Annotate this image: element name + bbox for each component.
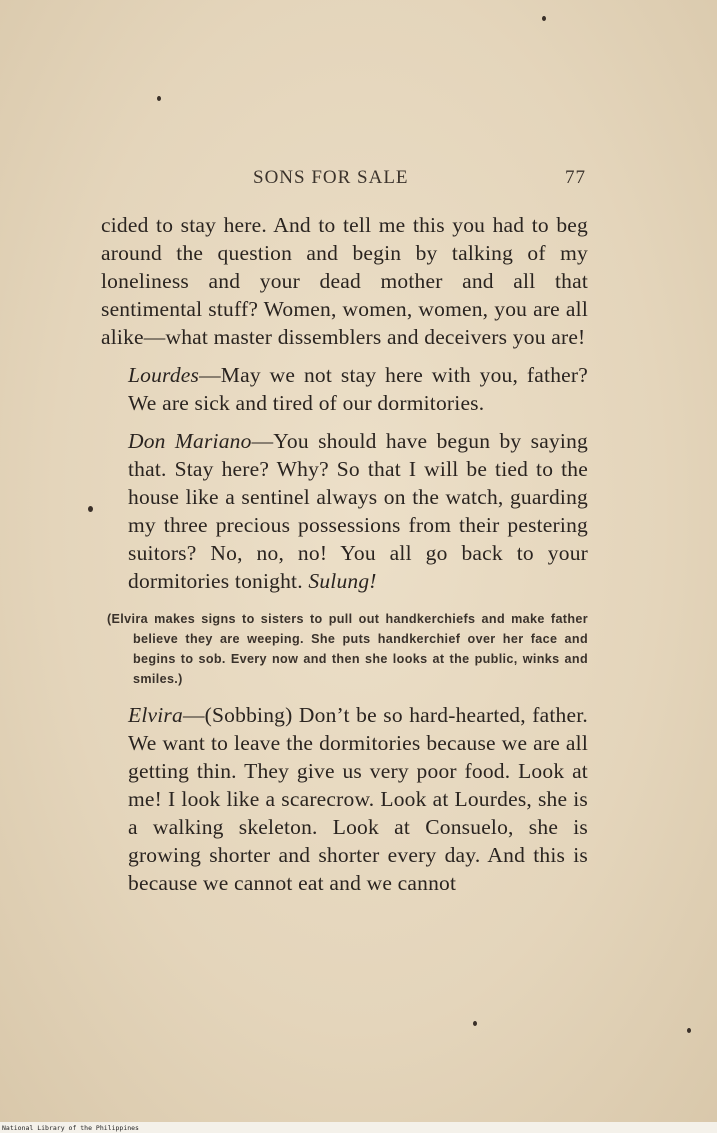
ink-speck [687, 1028, 691, 1033]
paragraph-text: cided to stay here. And to tell me this you had to beg around the question and begin by talking of my loneliness and your dead mother and all that sentimental stuff? Women, women, women, you are all alike—what master dissemblers and deceivers you are! [101, 213, 588, 349]
dialogue-text: —You should have begun by saying that. Stay here? Why? So that I will be tied to the house like a sentinel always on the watch, guarding my three precious possessions from their pestering suitors? No, no, no! You all go back to your dormitories tonight. [128, 429, 588, 593]
speaker-name: Elvira [128, 703, 183, 727]
running-title: SONS FOR SALE [253, 167, 409, 188]
stage-direction: (Elvira makes signs to sisters to pull out handkerchiefs and make father believe they are weeping. She puts handkerchief over her face and begins to sob. Every now and then she looks at the public, winks and smiles.) [107, 612, 588, 686]
speaker-name: Lourdes [128, 363, 200, 387]
body-text [101, 211, 588, 897]
ink-speck [157, 96, 161, 101]
paragraph-continuation [101, 211, 588, 351]
ink-speck [542, 16, 546, 21]
page-header [100, 167, 590, 191]
speaker-name: Don Mariano [128, 429, 252, 453]
dialogue-elvira [101, 701, 588, 897]
dialogue-don-mariano [101, 427, 588, 595]
page-number: 77 [565, 167, 586, 188]
dialogue-text: —May we not stay here with you, father? We are sick and tired of our dormitories. [128, 363, 588, 415]
dialogue-lourdes [101, 361, 588, 417]
dialogue-italic-word: Sulung! [308, 569, 377, 593]
dialogue-text: —(Sobbing) Don’t be so hard-hearted, father. We want to leave the dormitories because we are all getting thin. They give us very poor food. Look at me! I look like a scarecrow. Look at Lourdes, she is a walking skeleton. Look at Consuelo, she is growing shorter and shorter every day. And this is because we cannot eat and we cannot [128, 703, 588, 895]
library-credit: National Library of the Philippines [2, 1124, 139, 1132]
ink-speck [473, 1021, 477, 1026]
ink-speck [88, 506, 93, 512]
scan-footer [0, 1122, 717, 1133]
